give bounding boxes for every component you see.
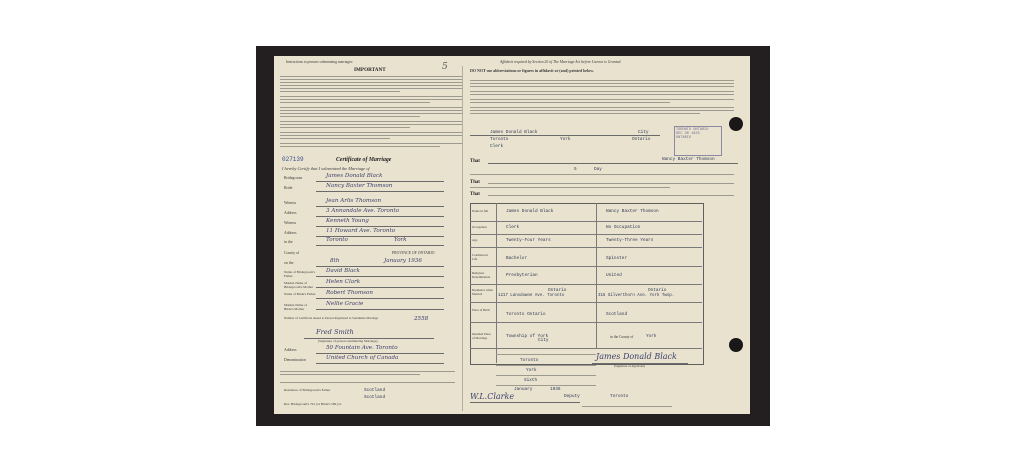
marriage-day: 8th xyxy=(330,258,340,264)
groom-religion: Presbyterian xyxy=(506,273,538,278)
th-religion: Religious Denomination xyxy=(472,271,491,279)
punch-hole-bottom xyxy=(729,338,743,352)
bride-father: Robert Thomson xyxy=(326,290,374,296)
intended-place: Township of York xyxy=(506,334,549,339)
label-bride-father: Name of Bride's Father xyxy=(284,292,316,296)
affiant-city-name: Toronto xyxy=(490,137,509,142)
label-address-3: Address xyxy=(284,348,297,352)
label-denomination: Denomination xyxy=(284,358,306,362)
register-number: 027139 xyxy=(282,156,304,163)
groom-birth: Toronto Ontario xyxy=(506,312,546,317)
punch-hole-top xyxy=(729,117,743,131)
groom-residence-province: Ontario xyxy=(548,288,567,293)
officiant-signature: Fred Smith xyxy=(316,328,354,336)
groom-occupation: Clerk xyxy=(506,225,520,230)
that-1: That xyxy=(470,159,480,164)
bridegroom-name: James Donald Black xyxy=(326,173,383,179)
sworn-january: January xyxy=(514,387,533,392)
bride-typed-name: Nancy Baxter Thomson xyxy=(662,157,715,162)
bride-residence: 316 Silverthorn Ave. York Twsp. xyxy=(598,294,675,298)
bride-birth: Scotland xyxy=(606,312,628,317)
applicant-signature: James Donald Black xyxy=(596,352,677,361)
issuer-signature: W.L.Clarke xyxy=(470,392,515,401)
bride-mother: Nellie Gracie xyxy=(326,301,364,307)
label-address-2: Address xyxy=(284,231,297,235)
witness-2-address: 11 Howard Ave. Toronto xyxy=(326,228,396,234)
bride-religion: United xyxy=(606,273,622,278)
th-age: Age xyxy=(472,238,478,242)
officiant-address: 50 Fountain Ave. Toronto xyxy=(326,345,398,351)
label-groom-father: Name of Bridegroom's Father xyxy=(284,270,315,278)
certify-line: I hereby Certify that I solemnized the Marriage of xyxy=(282,166,370,171)
label-address-1: Address xyxy=(284,211,297,215)
applicant-signature-caption: (Signature of Applicant) xyxy=(614,364,645,368)
intended-county: York xyxy=(646,334,657,339)
foot-numbers: Res. Bridegroom's 722 yrs Bride's 589 yrs xyxy=(284,402,342,406)
label-residence-line: Residence of Bridegroom's Father xyxy=(284,388,331,392)
affiant-name: James Donald Black xyxy=(490,130,538,135)
groom-name: James Donald Black xyxy=(506,209,554,214)
affiant-province: Ontario xyxy=(632,137,651,142)
county: York xyxy=(394,237,407,243)
bride-residence-province: Ontario xyxy=(648,288,667,293)
label-bride: Bride xyxy=(284,186,293,190)
label-bridegroom: Bridegroom xyxy=(284,176,303,180)
bride-father-residence: Scotland xyxy=(364,395,386,400)
th-birth: Place of Birth xyxy=(472,308,490,312)
th-residence: Residence when Married xyxy=(472,288,493,296)
th-occupation: Occupation xyxy=(472,225,487,229)
denomination: United Church of Canada xyxy=(326,355,399,361)
label-registration: Number of Certificate issued to Person Registered to Solemnize Marriage xyxy=(284,316,379,320)
affiant-county: York xyxy=(560,137,571,142)
groom-father: David Black xyxy=(326,268,360,274)
that-3: That xyxy=(470,192,480,197)
sworn-toronto: Toronto xyxy=(520,358,539,363)
marriage-date: January 1936 xyxy=(384,258,422,264)
label-groom-mother: Maiden Name of Bridegroom's Mother xyxy=(284,281,314,289)
witness-2-name: Kenneth Young xyxy=(326,218,369,224)
witness-1-address: 3 Annandale Ave. Toronto xyxy=(326,208,400,214)
instructions-heading: Instructions to persons solemnizing marriages: xyxy=(286,60,354,64)
label-in-the: in the xyxy=(284,240,293,244)
bride-name-table: Nancy Baxter Thomson xyxy=(606,209,659,214)
th-intended: Intended Place of Marriage xyxy=(472,332,491,340)
marriage-certificate-document: Instructions to persons solemnizing marriages: IMPORTANT 5 027139 Certificate of Marriage I hereby Certify that I solemnized the Marriage of Bridegroom James Donald Black Bride Nancy Baxter Thomson Witness Jean Arlis Thomson Address 3 Annandale Ave. Toronto Witness Kenneth Young Address 11 Howard Ave. Toronto in the Toronto York County of PROVINCE OF ONTARIO on the 8th January 1936 Name of Bridegroom's Father David Black Maiden Name of Bridegroom's Mother Helen Clark Name of Bride's Father Robert Thomson Maiden Name of Bride's Mother Nellie Gracie Number of Certificate issued to Person Registered to Solemnize Marriage 2558 Fred Smith (Signature of person solemnizing Marriage) Address 50 Fountain Ave. Toronto Denomination United Church of Canada Residence of Bridegroom's Father Scotland Scotland Res. Bridegroom's 722 yrs Bride's 589 yrs Affidavit required by Section 20 of The Marriage Act before License is Granted. DO NOT use abbreviations or figures in affidavit or (and) printed below. James Donald Black City Toronto York Ontario Clerk TORONTO ONTARIO DEC 30 1935 ONTARIO That Nancy Baxter Thomson 5 Day That That Name in full Occupation Age Condition in Life Religious Denomination Residence when Married Place of Birth Intended Place of Marriage James Donald Black Nancy Baxter Thomson Clerk No Occupation Twenty-Four Years Twenty-Three Years Bachelor Spinster Presbyterian United Ontario Ontario 1217 Lansdowne Ave. Toronto 316 Silverthorn Ave. York Twsp. Toronto Ontario Scotland Township of York in the County of York City Toronto York Sixth January 1936 James Donald Black (Signature of Applicant) W.L.Clarke Deputy Toronto xyxy=(274,56,750,414)
registrar-stamp: TORONTO ONTARIO DEC 30 1935 ONTARIO xyxy=(674,126,722,156)
issuer-deputy: Deputy xyxy=(564,394,580,399)
th-name: Name in full xyxy=(472,209,489,213)
important-heading: IMPORTANT xyxy=(354,67,386,73)
groom-mother: Helen Clark xyxy=(326,279,361,285)
sworn-year: 1936 xyxy=(550,387,561,392)
certificate-title: Certificate of Marriage xyxy=(336,157,392,163)
affidavit-title: Affidavit required by Section 20 of The Marriage Act before License is Granted. xyxy=(500,60,622,64)
bride-occupation: No Occupation xyxy=(606,225,641,230)
groom-age: Twenty-Four Years xyxy=(506,238,551,243)
label-county-of-intended: in the County of xyxy=(610,335,634,339)
bride-age: Twenty-Three Years xyxy=(606,238,654,243)
label-bride-mother: Maiden Name of Bride's Mother xyxy=(284,303,307,311)
th-condition: Condition in Life xyxy=(472,253,489,261)
issuer-toronto: Toronto xyxy=(610,394,629,399)
groom-father-residence: Scotland xyxy=(364,388,386,393)
groom-residence: 1217 Lansdowne Ave. Toronto xyxy=(498,294,565,298)
label-witness-2: Witness xyxy=(284,221,297,225)
groom-condition: Bachelor xyxy=(506,256,528,261)
sworn-city: City xyxy=(538,338,549,343)
registration-number: 2558 xyxy=(414,316,429,322)
officiant-caption: (Signature of person solemnizing Marriage) xyxy=(318,339,378,343)
witness-1-name: Jean Arlis Thomson xyxy=(326,198,382,204)
affiant-city: City xyxy=(638,130,649,135)
bride-condition: Spinster xyxy=(606,256,628,261)
affiant-occupation: Clerk xyxy=(490,144,504,149)
bride-name: Nancy Baxter Thomson xyxy=(326,183,393,189)
label-county-of: County of xyxy=(284,251,300,255)
label-province: PROVINCE OF ONTARIO xyxy=(392,251,435,255)
fifth: 5 xyxy=(574,167,577,172)
day: Day xyxy=(594,167,602,172)
that-2: That xyxy=(470,180,480,185)
label-on-the: on the xyxy=(284,261,294,265)
label-witness-1: Witness xyxy=(284,201,297,205)
do-not-use-note: DO NOT use abbreviations or figures in affidavit or (and) printed below. xyxy=(470,68,594,73)
sworn-york: York xyxy=(526,368,537,373)
city: Toronto xyxy=(326,237,348,243)
sworn-sixth: Sixth xyxy=(524,378,538,383)
